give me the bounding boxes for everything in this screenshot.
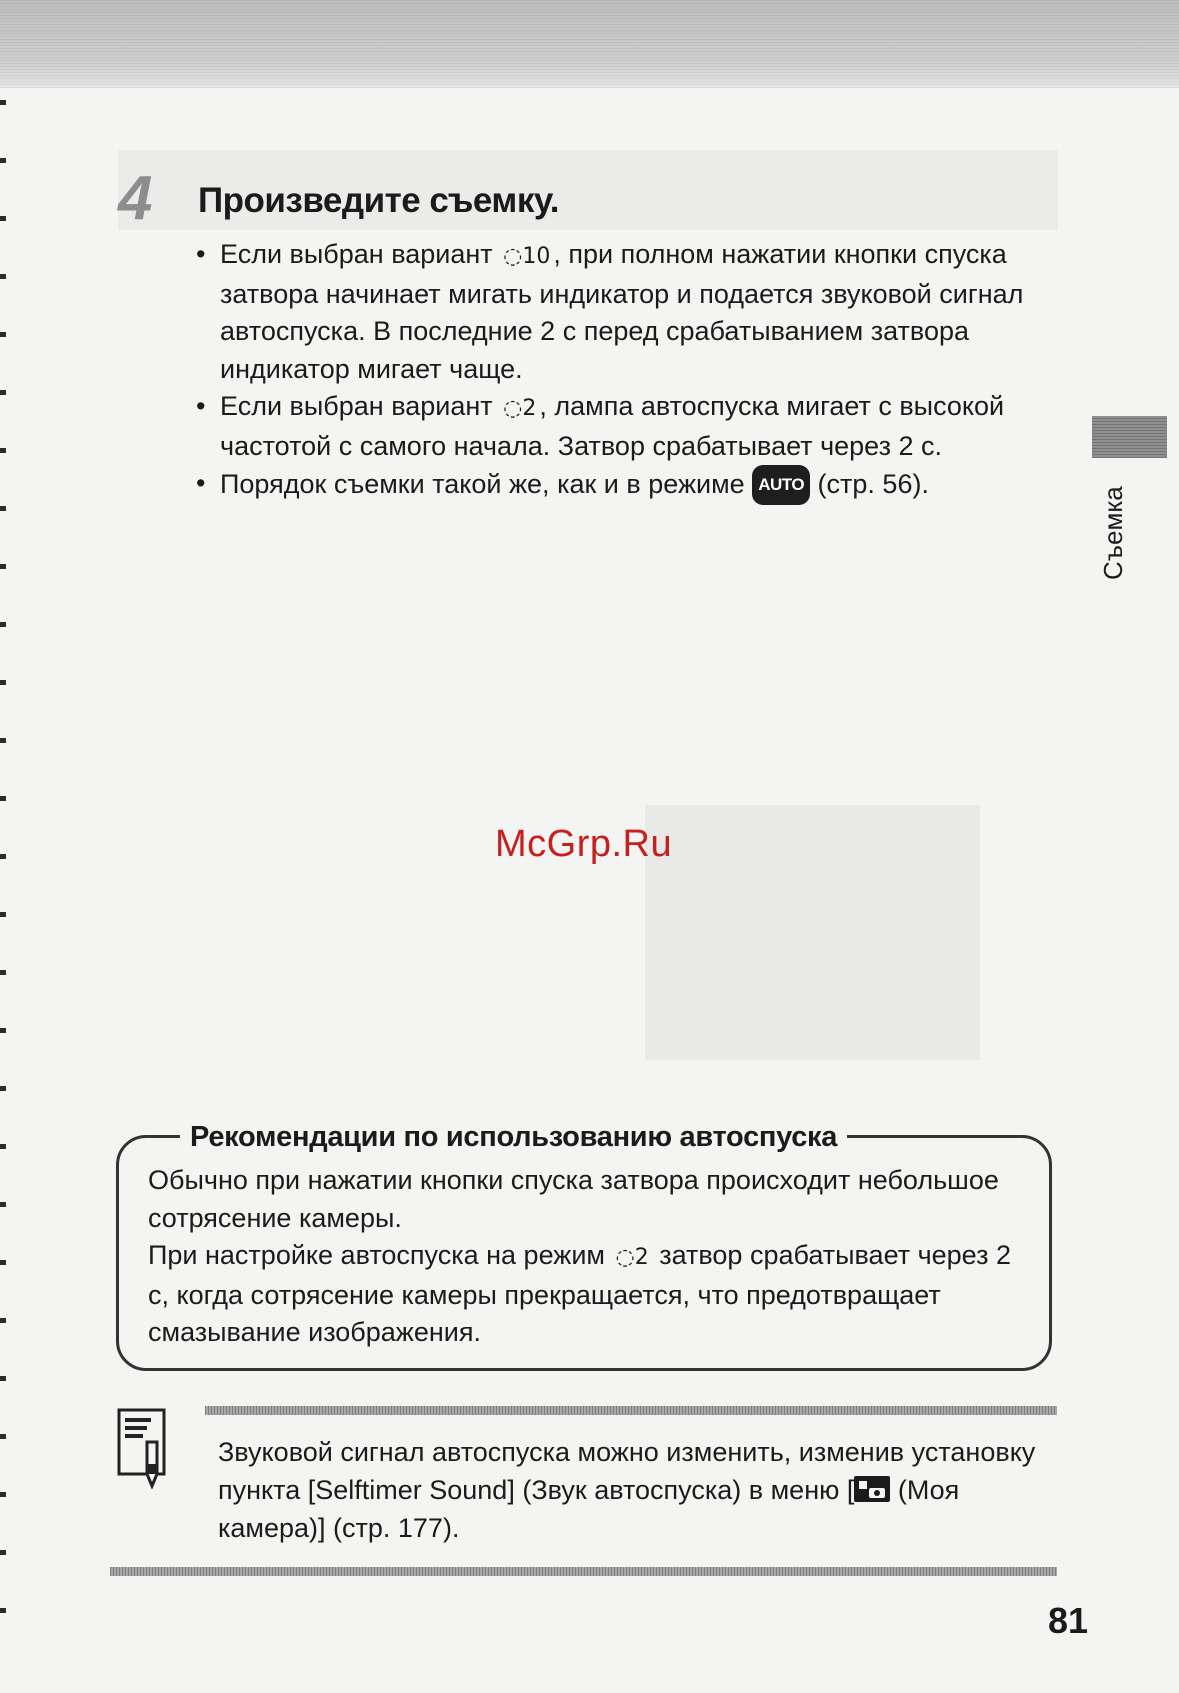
note-top-rule	[205, 1406, 1057, 1415]
watermark: McGrp.Ru	[495, 823, 673, 865]
step-bullet-list	[196, 236, 1036, 505]
bullet-item: • Порядок съемки такой же, как и в режиме AUTO (стр. 56).	[196, 465, 1036, 505]
note-pencil-icon	[117, 1408, 166, 1489]
tip-paragraph: Обычно при нажатии кнопки спуска затвора происходит небольшое сотрясение камеры.	[148, 1165, 999, 1233]
step-number: 4	[118, 164, 153, 233]
step-title: Произведите съемку.	[198, 181, 559, 220]
self-timer-2s-icon: ◌2	[503, 396, 537, 421]
bleed-through-image	[645, 805, 980, 1060]
tip-title: Рекомендации по использованию автоспуска	[180, 1118, 847, 1156]
bullet-dot: •	[196, 239, 206, 269]
binding-holes	[0, 100, 6, 1660]
my-camera-menu-icon	[854, 1476, 890, 1502]
auto-mode-icon: AUTO	[752, 465, 810, 505]
note-bottom-rule	[110, 1567, 1057, 1576]
bullet-dot: •	[196, 468, 206, 498]
self-timer-2s-icon: ◌2	[615, 1245, 649, 1270]
bullet-item: • Если выбран вариант ◌2 , лампа автоспуска мигает с высокой частотой с самого начала. Затвор срабатывает через 2 с.	[196, 388, 1036, 465]
self-timer-10s-icon: ◌10	[503, 244, 551, 269]
section-tab-label: Съемка	[1098, 486, 1128, 580]
note-text: Звуковой сигнал автоспуска можно изменить, изменив установку пункта [Selftimer Sound] (Звук автоспуска) в меню [ (Моя камера)] (стр. 177).	[218, 1437, 1036, 1543]
section-tab-marker	[1092, 416, 1167, 458]
scan-top-band	[0, 0, 1179, 88]
bullet-dot: •	[196, 391, 206, 421]
bullet-item: • Если выбран вариант ◌10 , при полном нажатии кнопки спуска затвора начинает мигать индикатор и подается звуковой сигнал автоспуска. В последние 2 с перед срабатыванием затвора индикатор мигает чаще.	[196, 236, 1036, 388]
page-number: 81	[1048, 1600, 1089, 1641]
tip-body	[148, 1162, 1028, 1352]
tip-paragraph: При настройке автоспуска на режим ◌2 затвор срабатывает через 2 с, когда сотрясение камеры прекращается, что предотвращает смазывание изображения.	[148, 1240, 1011, 1347]
